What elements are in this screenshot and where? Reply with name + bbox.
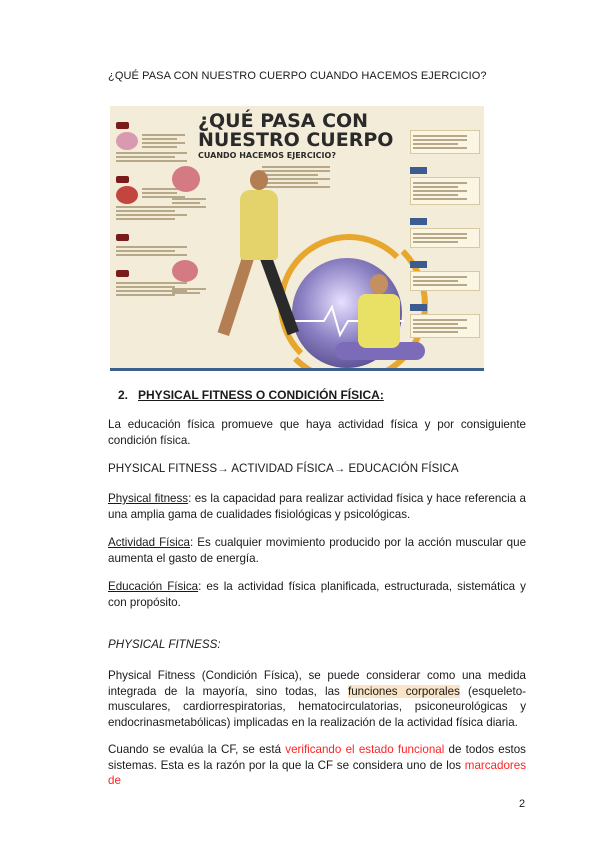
infographic-headline-line2: NUESTRO CUERPO [198,129,394,151]
heart-icon [116,186,138,204]
condicion-fisica-paragraph [108,668,526,730]
physical-fitness-subheading: PHYSICAL FITNESS: [108,638,221,651]
lungs-icon-2 [172,260,198,282]
infographic-headline [198,112,393,160]
yoga-figure [358,294,400,348]
lungs-icon [172,166,200,192]
educacion-fisica-term: Educación Física [108,580,199,593]
infographic-badge [116,122,129,129]
eval-text-2: de todos estos sistemas. Esta es la razón por la que la CF se considera uno de los [108,743,526,772]
actividad-fisica-term: Actividad Física [108,536,191,549]
actividad-fisica-text: : Es cualquier movimiento producido por la acción muscular que aumenta el gasto de energía. [108,536,527,565]
infographic-headline-line1: ¿QUÉ PASA CON [198,110,369,132]
section-title: PHYSICAL FITNESS O CONDICIÓN FÍSICA: [138,388,384,402]
estado-funcional-red-text: verificando el estado funcional [285,743,445,756]
infographic-image [110,106,484,371]
page-number: 2 [519,798,526,810]
physical-fitness-term: Physical fitness [108,492,189,505]
physical-fitness-text: : es la capacidad para realizar actividad física y hace referencia a una amplia gama de cualidades fisiológicas y psicológicas. [108,492,526,521]
physical-fitness-definition [108,491,526,522]
infographic-middle-column [172,166,212,296]
educacion-fisica-definition [108,579,526,610]
concept-chain: PHYSICAL FITNESS→ ACTIVIDAD FÍSICA→ EDUCACIÓN FÍSICA [108,462,459,475]
funciones-corporales-highlight: funciones corporales [347,684,460,698]
runner-leg [218,256,254,336]
cf-text-2: (esqueleto-musculares, cardiorrespiratorias, hematocirculatorias, psiconeurológicas y endocrinasmetabólicas) implicadas en la realización de la actividad física diaria. [108,684,527,729]
infographic-right-column [410,130,480,343]
cf-text-1: Physical Fitness (Condición Física), se puede considerar como una medida integrada de la mayoría, sino todas, las [108,669,526,698]
infographic-headline-line3: CUANDO HACEMOS EJERCICIO? [198,151,336,160]
educacion-fisica-text: : es la actividad física planificada, estructurada, sistemática y con propósito. [108,580,526,609]
runner-figure [240,190,278,260]
eval-text-1: Cuando se evalúa la CF, se está [108,743,286,756]
brain-icon [116,132,138,150]
runner-head [250,170,268,190]
infographic-intro-lines [262,164,342,190]
marcadores-red-text: marcadores de [108,758,526,787]
evaluation-paragraph [108,742,526,789]
actividad-fisica-definition [108,535,526,566]
intro-paragraph: La educación física promueve que haya actividad física y por consiguiente condición física. [108,418,526,447]
yoga-figure-head [370,274,388,294]
section-heading [118,388,384,402]
section-number: 2. [118,388,129,402]
page-heading: ¿QUÉ PASA CON NUESTRO CUERPO CUANDO HACEMOS EJERCICIO? [108,70,487,82]
